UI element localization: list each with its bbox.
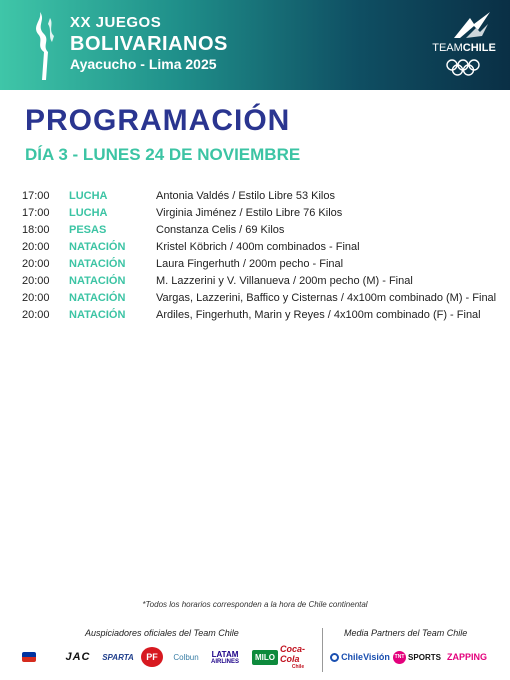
- row-event: Laura Fingerhuth / 200m pecho - Final: [156, 258, 344, 270]
- header-banner: [0, 0, 510, 90]
- row-sport: NATACIÓN: [69, 275, 126, 287]
- chilevision-logo-text: ChileVisión: [341, 652, 390, 662]
- team-chile-suffix: CHILE: [462, 42, 496, 54]
- chilevision-logo: [330, 647, 390, 667]
- chilevision-mark-icon: [330, 653, 339, 662]
- schedule-list: [22, 190, 497, 326]
- row-time: 20:00: [22, 292, 50, 304]
- event-title-line1: XX JUEGOS: [70, 14, 162, 31]
- team-chile-prefix: TEAM: [432, 42, 463, 54]
- row-event: Kristel Köbrich / 400m combinados - Final: [156, 241, 360, 253]
- row-sport: PESAS: [69, 224, 107, 236]
- milo-logo: [252, 647, 278, 667]
- coca-cola-logo: [280, 644, 316, 670]
- schedule-row: [22, 309, 492, 326]
- row-event: Constanza Celis / 69 Kilos: [156, 224, 285, 236]
- schedule-row: [22, 190, 492, 207]
- schedule-row: [22, 292, 497, 309]
- footer-divider: [322, 628, 323, 672]
- pf-logo-text: PF: [141, 647, 163, 667]
- row-sport: NATACIÓN: [69, 292, 126, 304]
- schedule-row: [22, 241, 492, 258]
- latam-logo: [207, 647, 243, 667]
- schedule-row: [22, 275, 492, 292]
- coca-cola-logo-text: Coca-Cola: [280, 644, 306, 664]
- row-time: 18:00: [22, 224, 50, 236]
- colbun-logo: Colbun: [173, 652, 199, 662]
- jac-logo: JAC: [65, 651, 91, 663]
- team-chile-bird-icon: [452, 10, 492, 40]
- sponsors-label: Auspiciadores oficiales del Team Chile: [85, 628, 239, 638]
- row-event: Vargas, Lazzerini, Baffico y Cisternas / 4x100m combinado (M) - Final: [156, 292, 497, 304]
- schedule-row: [22, 224, 492, 241]
- zapping-logo: ZAPPING: [446, 652, 487, 662]
- row-sport: NATACIÓN: [69, 241, 126, 253]
- page-title: PROGRAMACIÓN: [25, 104, 291, 137]
- row-sport: LUCHA: [69, 190, 108, 202]
- event-title-line2: BOLIVARIANOS: [70, 33, 228, 55]
- tnt-sports-text: SPORTS: [408, 652, 441, 662]
- row-time: 20:00: [22, 258, 50, 270]
- sparta-logo: SPARTA: [102, 652, 134, 662]
- tnt-sports-logo: [393, 647, 441, 667]
- milo-logo-text: MILO: [252, 650, 278, 665]
- schedule-row: [22, 207, 492, 224]
- team-chile-logo-text: [432, 42, 496, 54]
- latam-logo-text: LATAM: [211, 649, 239, 659]
- row-event: Virginia Jiménez / Estilo Libre 76 Kilos: [156, 207, 343, 219]
- timezone-footnote: *Todos los horarios corresponden a la hora de Chile continental: [142, 600, 368, 609]
- row-time: 20:00: [22, 275, 50, 287]
- coca-cola-logo-sub: Chile: [291, 664, 305, 670]
- latam-logo-sub: AIRLINES: [210, 658, 239, 665]
- row-time: 20:00: [22, 241, 50, 253]
- media-partners-label: Media Partners del Team Chile: [344, 628, 468, 638]
- row-sport: LUCHA: [69, 207, 108, 219]
- row-sport: NATACIÓN: [69, 258, 126, 270]
- row-time: 20:00: [22, 309, 50, 321]
- pf-logo: [140, 647, 164, 667]
- row-time: 17:00: [22, 207, 50, 219]
- tnt-badge: TNT: [393, 651, 406, 664]
- row-time: 17:00: [22, 190, 50, 202]
- row-event: M. Lazzerini y V. Villanueva / 200m pecho (M) - Final: [156, 275, 413, 287]
- row-event: Antonia Valdés / Estilo Libre 53 Kilos: [156, 190, 335, 202]
- row-sport: NATACIÓN: [69, 309, 126, 321]
- row-event: Ardiles, Fingerhuth, Marin y Reyes / 4x100m combinado (F) - Final: [156, 309, 481, 321]
- schedule-row: [22, 258, 492, 275]
- chile-flag-icon: [22, 652, 36, 662]
- torch-icon: [30, 8, 64, 84]
- olympic-rings-icon: [445, 58, 481, 76]
- gobierno-chile-logo: [14, 647, 44, 667]
- day-subtitle: DÍA 3 - LUNES 24 DE NOVIEMBRE: [25, 145, 301, 164]
- event-subtitle: Ayacucho - Lima 2025: [70, 56, 217, 72]
